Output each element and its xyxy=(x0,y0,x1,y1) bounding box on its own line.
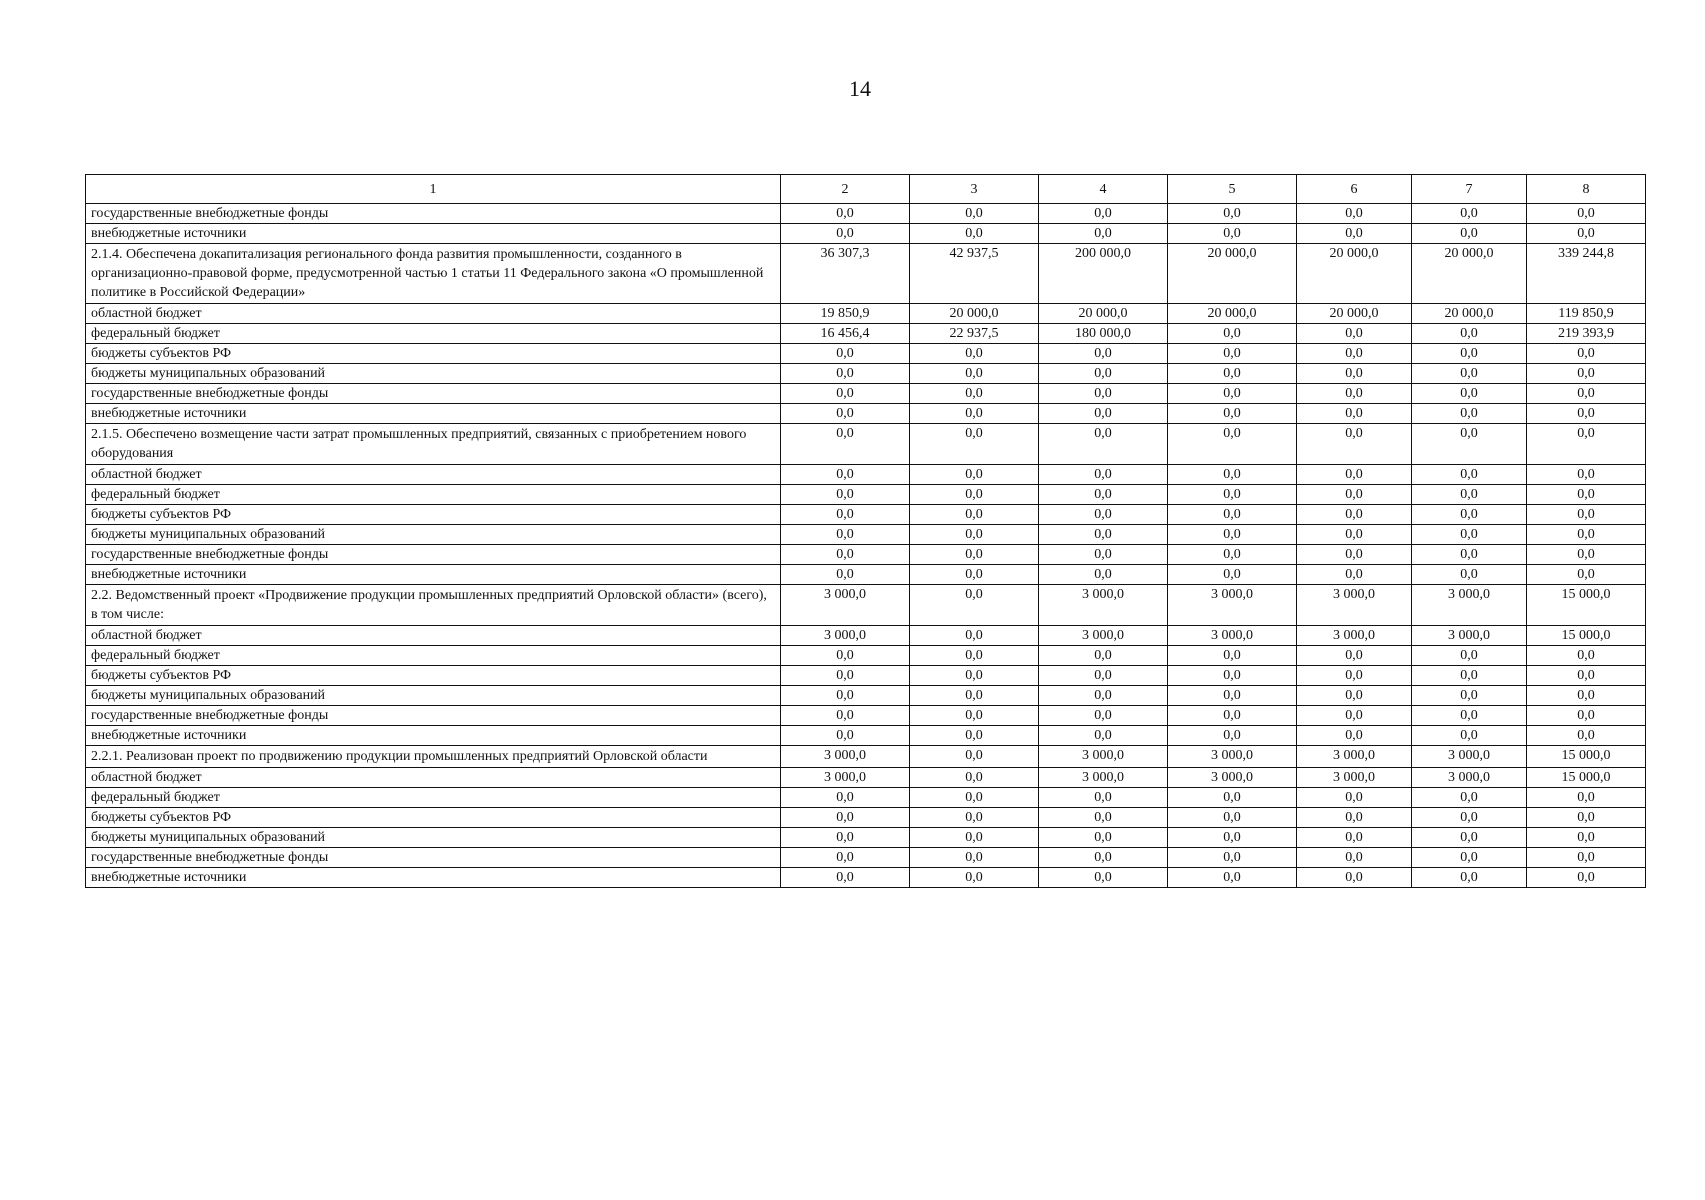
column-header: 1 xyxy=(86,175,781,204)
row-label: федеральный бюджет xyxy=(86,788,781,808)
row-value: 3 000,0 xyxy=(1168,768,1297,788)
row-label: внебюджетные источники xyxy=(86,726,781,746)
row-value: 0,0 xyxy=(781,344,910,364)
row-value: 0,0 xyxy=(1412,424,1527,465)
row-value: 3 000,0 xyxy=(1039,746,1168,768)
row-label: внебюджетные источники xyxy=(86,868,781,888)
row-label: федеральный бюджет xyxy=(86,324,781,344)
row-value: 0,0 xyxy=(1412,666,1527,686)
row-label: бюджеты муниципальных образований xyxy=(86,828,781,848)
row-value: 0,0 xyxy=(1412,505,1527,525)
row-value: 0,0 xyxy=(1412,868,1527,888)
row-value: 3 000,0 xyxy=(1412,768,1527,788)
row-value: 0,0 xyxy=(781,465,910,485)
row-value: 0,0 xyxy=(781,808,910,828)
column-header: 3 xyxy=(910,175,1039,204)
row-value: 0,0 xyxy=(1527,565,1646,585)
row-value: 20 000,0 xyxy=(910,304,1039,324)
row-value: 15 000,0 xyxy=(1527,626,1646,646)
row-value: 0,0 xyxy=(1039,525,1168,545)
table-row xyxy=(86,304,1646,324)
row-label: бюджеты субъектов РФ xyxy=(86,505,781,525)
row-value: 0,0 xyxy=(1412,204,1527,224)
row-value: 0,0 xyxy=(910,726,1039,746)
row-value: 0,0 xyxy=(910,626,1039,646)
row-value: 0,0 xyxy=(1168,424,1297,465)
table-row xyxy=(86,324,1646,344)
row-label: государственные внебюджетные фонды xyxy=(86,706,781,726)
row-value: 22 937,5 xyxy=(910,324,1039,344)
row-label: областной бюджет xyxy=(86,768,781,788)
row-label: 2.1.5. Обеспечено возмещение части затрат промышленных предприятий, связанных с приобретением нового оборудования xyxy=(86,424,781,465)
row-value: 0,0 xyxy=(1039,505,1168,525)
row-value: 0,0 xyxy=(1412,324,1527,344)
row-value: 0,0 xyxy=(1168,384,1297,404)
row-value: 3 000,0 xyxy=(1039,585,1168,626)
table-row xyxy=(86,788,1646,808)
column-header: 8 xyxy=(1527,175,1646,204)
table-row xyxy=(86,828,1646,848)
row-value: 0,0 xyxy=(910,505,1039,525)
row-value: 3 000,0 xyxy=(781,768,910,788)
row-label: государственные внебюджетные фонды xyxy=(86,545,781,565)
row-value: 3 000,0 xyxy=(1412,746,1527,768)
row-value: 0,0 xyxy=(1527,424,1646,465)
row-label: бюджеты муниципальных образований xyxy=(86,525,781,545)
table-row xyxy=(86,384,1646,404)
row-label: федеральный бюджет xyxy=(86,485,781,505)
column-header: 4 xyxy=(1039,175,1168,204)
row-value: 0,0 xyxy=(1168,465,1297,485)
row-value: 20 000,0 xyxy=(1168,304,1297,324)
row-label: областной бюджет xyxy=(86,626,781,646)
row-value: 0,0 xyxy=(1168,224,1297,244)
row-value: 0,0 xyxy=(910,344,1039,364)
row-value: 0,0 xyxy=(1168,525,1297,545)
row-value: 0,0 xyxy=(1168,868,1297,888)
row-label: бюджеты субъектов РФ xyxy=(86,666,781,686)
row-value: 0,0 xyxy=(1297,726,1412,746)
row-value: 0,0 xyxy=(910,646,1039,666)
row-label: 2.2. Ведомственный проект «Продвижение продукции промышленных предприятий Орловской области» (всего), в том числе: xyxy=(86,585,781,626)
row-label: бюджеты муниципальных образований xyxy=(86,364,781,384)
row-value: 20 000,0 xyxy=(1039,304,1168,324)
table-row xyxy=(86,424,1646,465)
table-row xyxy=(86,726,1646,746)
row-value: 0,0 xyxy=(1039,726,1168,746)
row-value: 0,0 xyxy=(781,485,910,505)
table-row xyxy=(86,565,1646,585)
row-value: 0,0 xyxy=(1039,828,1168,848)
row-value: 3 000,0 xyxy=(1412,626,1527,646)
row-value: 3 000,0 xyxy=(1297,626,1412,646)
row-label: 2.1.4. Обеспечена докапитализация регионального фонда развития промышленности, созданного в организационно-правовой форме, предусмотренной частью 1 статьи 11 Федерального закона «О промышленной политике в Российской Федерации» xyxy=(86,244,781,304)
row-value: 0,0 xyxy=(910,525,1039,545)
row-value: 0,0 xyxy=(1412,465,1527,485)
row-value: 3 000,0 xyxy=(1039,768,1168,788)
row-value: 0,0 xyxy=(1039,808,1168,828)
row-value: 0,0 xyxy=(1412,545,1527,565)
row-value: 0,0 xyxy=(1527,706,1646,726)
row-value: 0,0 xyxy=(1297,868,1412,888)
row-value: 0,0 xyxy=(1527,384,1646,404)
column-header: 7 xyxy=(1412,175,1527,204)
table-row xyxy=(86,545,1646,565)
table-row xyxy=(86,666,1646,686)
row-value: 0,0 xyxy=(910,485,1039,505)
row-label: государственные внебюджетные фонды xyxy=(86,848,781,868)
row-value: 0,0 xyxy=(1168,848,1297,868)
row-value: 0,0 xyxy=(1297,485,1412,505)
row-value: 0,0 xyxy=(1412,344,1527,364)
row-value: 0,0 xyxy=(910,848,1039,868)
row-value: 0,0 xyxy=(1168,505,1297,525)
row-value: 0,0 xyxy=(910,868,1039,888)
row-value: 3 000,0 xyxy=(781,626,910,646)
row-value: 0,0 xyxy=(1039,485,1168,505)
column-header: 6 xyxy=(1297,175,1412,204)
row-value: 0,0 xyxy=(781,384,910,404)
row-value: 0,0 xyxy=(1527,344,1646,364)
row-value: 0,0 xyxy=(1039,686,1168,706)
row-label: бюджеты субъектов РФ xyxy=(86,344,781,364)
row-value: 0,0 xyxy=(1039,384,1168,404)
row-value: 0,0 xyxy=(1527,646,1646,666)
row-value: 0,0 xyxy=(1297,505,1412,525)
row-value: 0,0 xyxy=(1168,646,1297,666)
row-value: 0,0 xyxy=(1039,204,1168,224)
row-value: 0,0 xyxy=(1168,706,1297,726)
row-value: 0,0 xyxy=(1527,686,1646,706)
row-label: государственные внебюджетные фонды xyxy=(86,204,781,224)
row-value: 0,0 xyxy=(781,204,910,224)
table-row xyxy=(86,364,1646,384)
table-row xyxy=(86,848,1646,868)
row-value: 0,0 xyxy=(781,726,910,746)
row-value: 0,0 xyxy=(910,768,1039,788)
row-value: 19 850,9 xyxy=(781,304,910,324)
row-value: 0,0 xyxy=(1412,404,1527,424)
row-value: 3 000,0 xyxy=(1039,626,1168,646)
row-value: 180 000,0 xyxy=(1039,324,1168,344)
row-value: 3 000,0 xyxy=(1168,626,1297,646)
row-value: 0,0 xyxy=(1412,726,1527,746)
row-value: 0,0 xyxy=(1527,868,1646,888)
table-row xyxy=(86,204,1646,224)
row-value: 0,0 xyxy=(781,525,910,545)
table-row xyxy=(86,525,1646,545)
row-value: 42 937,5 xyxy=(910,244,1039,304)
row-value: 0,0 xyxy=(1039,565,1168,585)
row-value: 0,0 xyxy=(910,204,1039,224)
row-value: 3 000,0 xyxy=(1168,585,1297,626)
row-value: 20 000,0 xyxy=(1412,304,1527,324)
row-value: 20 000,0 xyxy=(1297,244,1412,304)
row-value: 0,0 xyxy=(910,666,1039,686)
row-value: 0,0 xyxy=(1297,344,1412,364)
row-value: 0,0 xyxy=(1297,788,1412,808)
row-value: 0,0 xyxy=(781,565,910,585)
row-value: 0,0 xyxy=(781,666,910,686)
row-value: 36 307,3 xyxy=(781,244,910,304)
row-value: 0,0 xyxy=(910,828,1039,848)
row-value: 15 000,0 xyxy=(1527,585,1646,626)
row-value: 0,0 xyxy=(1297,525,1412,545)
budget-table xyxy=(85,174,1646,888)
row-value: 0,0 xyxy=(1039,788,1168,808)
row-value: 0,0 xyxy=(1297,545,1412,565)
row-value: 0,0 xyxy=(781,545,910,565)
row-value: 0,0 xyxy=(910,788,1039,808)
row-label: областной бюджет xyxy=(86,304,781,324)
table-row xyxy=(86,868,1646,888)
row-value: 0,0 xyxy=(1527,828,1646,848)
row-value: 0,0 xyxy=(1039,465,1168,485)
row-value: 0,0 xyxy=(1297,424,1412,465)
row-value: 0,0 xyxy=(1168,404,1297,424)
row-value: 0,0 xyxy=(1527,726,1646,746)
table-row xyxy=(86,646,1646,666)
table-body xyxy=(86,204,1646,888)
table-row xyxy=(86,224,1646,244)
row-value: 200 000,0 xyxy=(1039,244,1168,304)
row-value: 0,0 xyxy=(1168,204,1297,224)
row-value: 0,0 xyxy=(1168,788,1297,808)
row-value: 15 000,0 xyxy=(1527,746,1646,768)
row-value: 0,0 xyxy=(1297,666,1412,686)
table-row xyxy=(86,585,1646,626)
row-value: 0,0 xyxy=(910,424,1039,465)
row-value: 0,0 xyxy=(781,686,910,706)
row-value: 0,0 xyxy=(910,224,1039,244)
row-value: 3 000,0 xyxy=(781,746,910,768)
row-value: 0,0 xyxy=(1039,666,1168,686)
table-row xyxy=(86,344,1646,364)
row-value: 0,0 xyxy=(781,224,910,244)
table-row xyxy=(86,808,1646,828)
row-value: 0,0 xyxy=(910,364,1039,384)
row-label: областной бюджет xyxy=(86,465,781,485)
row-value: 0,0 xyxy=(910,465,1039,485)
row-value: 0,0 xyxy=(1412,384,1527,404)
row-value: 0,0 xyxy=(1297,384,1412,404)
table-row xyxy=(86,244,1646,304)
row-value: 0,0 xyxy=(1527,525,1646,545)
table-row xyxy=(86,746,1646,768)
row-value: 0,0 xyxy=(1297,324,1412,344)
table-row xyxy=(86,404,1646,424)
row-value: 0,0 xyxy=(910,706,1039,726)
row-value: 0,0 xyxy=(781,788,910,808)
row-label: внебюджетные источники xyxy=(86,224,781,244)
row-label: внебюджетные источники xyxy=(86,565,781,585)
row-value: 0,0 xyxy=(1297,404,1412,424)
row-value: 0,0 xyxy=(1168,565,1297,585)
row-value: 0,0 xyxy=(1039,224,1168,244)
row-value: 0,0 xyxy=(1039,848,1168,868)
row-value: 219 393,9 xyxy=(1527,324,1646,344)
row-value: 0,0 xyxy=(1039,868,1168,888)
row-value: 0,0 xyxy=(910,808,1039,828)
row-value: 0,0 xyxy=(1527,404,1646,424)
row-value: 0,0 xyxy=(910,686,1039,706)
row-value: 0,0 xyxy=(1039,706,1168,726)
row-value: 0,0 xyxy=(1168,666,1297,686)
row-value: 0,0 xyxy=(1168,726,1297,746)
row-value: 0,0 xyxy=(1412,364,1527,384)
row-value: 3 000,0 xyxy=(1297,768,1412,788)
row-value: 15 000,0 xyxy=(1527,768,1646,788)
row-value: 0,0 xyxy=(1168,545,1297,565)
row-value: 0,0 xyxy=(1412,525,1527,545)
row-value: 3 000,0 xyxy=(1168,746,1297,768)
row-value: 0,0 xyxy=(1527,848,1646,868)
row-value: 0,0 xyxy=(1297,646,1412,666)
row-value: 0,0 xyxy=(1168,686,1297,706)
row-value: 0,0 xyxy=(1527,808,1646,828)
row-value: 3 000,0 xyxy=(1412,585,1527,626)
row-value: 0,0 xyxy=(781,828,910,848)
row-value: 3 000,0 xyxy=(1297,585,1412,626)
row-value: 0,0 xyxy=(781,868,910,888)
row-value: 0,0 xyxy=(1412,565,1527,585)
row-label: 2.2.1. Реализован проект по продвижению продукции промышленных предприятий Орловской области xyxy=(86,746,781,768)
column-header: 2 xyxy=(781,175,910,204)
row-value: 339 244,8 xyxy=(1527,244,1646,304)
row-value: 0,0 xyxy=(1412,646,1527,666)
row-value: 0,0 xyxy=(1412,706,1527,726)
row-value: 0,0 xyxy=(1039,646,1168,666)
row-value: 0,0 xyxy=(1039,545,1168,565)
row-value: 0,0 xyxy=(1297,706,1412,726)
row-value: 0,0 xyxy=(1297,224,1412,244)
row-value: 0,0 xyxy=(1039,404,1168,424)
row-label: бюджеты субъектов РФ xyxy=(86,808,781,828)
row-value: 0,0 xyxy=(1412,686,1527,706)
row-value: 0,0 xyxy=(781,424,910,465)
row-value: 16 456,4 xyxy=(781,324,910,344)
row-value: 0,0 xyxy=(781,404,910,424)
row-value: 0,0 xyxy=(1412,788,1527,808)
row-value: 0,0 xyxy=(910,545,1039,565)
row-value: 0,0 xyxy=(1527,204,1646,224)
row-value: 0,0 xyxy=(1297,848,1412,868)
table-row xyxy=(86,686,1646,706)
row-value: 0,0 xyxy=(910,746,1039,768)
row-value: 0,0 xyxy=(1527,485,1646,505)
row-value: 0,0 xyxy=(781,848,910,868)
row-value: 0,0 xyxy=(1039,344,1168,364)
row-value: 0,0 xyxy=(1297,808,1412,828)
page-number: 14 xyxy=(849,76,871,101)
row-value: 0,0 xyxy=(910,384,1039,404)
row-value: 0,0 xyxy=(1412,808,1527,828)
column-header: 5 xyxy=(1168,175,1297,204)
row-value: 0,0 xyxy=(1168,324,1297,344)
row-value: 20 000,0 xyxy=(1297,304,1412,324)
row-value: 0,0 xyxy=(781,706,910,726)
row-value: 0,0 xyxy=(1168,344,1297,364)
row-value: 20 000,0 xyxy=(1168,244,1297,304)
header-row xyxy=(86,175,1646,204)
row-value: 0,0 xyxy=(1039,424,1168,465)
row-value: 0,0 xyxy=(1412,485,1527,505)
row-value: 0,0 xyxy=(1412,848,1527,868)
row-value: 0,0 xyxy=(781,505,910,525)
row-value: 0,0 xyxy=(1168,485,1297,505)
table-row xyxy=(86,505,1646,525)
row-value: 0,0 xyxy=(1527,465,1646,485)
row-value: 0,0 xyxy=(781,646,910,666)
row-value: 0,0 xyxy=(1039,364,1168,384)
row-value: 0,0 xyxy=(1168,828,1297,848)
row-value: 119 850,9 xyxy=(1527,304,1646,324)
row-value: 0,0 xyxy=(1168,364,1297,384)
row-value: 0,0 xyxy=(1297,465,1412,485)
row-value: 0,0 xyxy=(1412,224,1527,244)
row-value: 20 000,0 xyxy=(1412,244,1527,304)
row-value: 0,0 xyxy=(781,364,910,384)
row-value: 0,0 xyxy=(910,585,1039,626)
table-row xyxy=(86,485,1646,505)
row-value: 0,0 xyxy=(1168,808,1297,828)
row-value: 0,0 xyxy=(1527,666,1646,686)
row-value: 0,0 xyxy=(910,565,1039,585)
table-row xyxy=(86,768,1646,788)
row-value: 0,0 xyxy=(1527,224,1646,244)
row-value: 0,0 xyxy=(1527,545,1646,565)
row-value: 0,0 xyxy=(1297,204,1412,224)
row-value: 3 000,0 xyxy=(1297,746,1412,768)
row-value: 0,0 xyxy=(1297,828,1412,848)
row-value: 3 000,0 xyxy=(781,585,910,626)
row-value: 0,0 xyxy=(1527,505,1646,525)
table-row xyxy=(86,465,1646,485)
row-label: федеральный бюджет xyxy=(86,646,781,666)
row-value: 0,0 xyxy=(1297,686,1412,706)
row-value: 0,0 xyxy=(910,404,1039,424)
row-label: государственные внебюджетные фонды xyxy=(86,384,781,404)
row-value: 0,0 xyxy=(1527,788,1646,808)
table-row xyxy=(86,706,1646,726)
row-label: внебюджетные источники xyxy=(86,404,781,424)
table-row xyxy=(86,626,1646,646)
row-label: бюджеты муниципальных образований xyxy=(86,686,781,706)
row-value: 0,0 xyxy=(1297,364,1412,384)
row-value: 0,0 xyxy=(1527,364,1646,384)
row-value: 0,0 xyxy=(1412,828,1527,848)
row-value: 0,0 xyxy=(1297,565,1412,585)
